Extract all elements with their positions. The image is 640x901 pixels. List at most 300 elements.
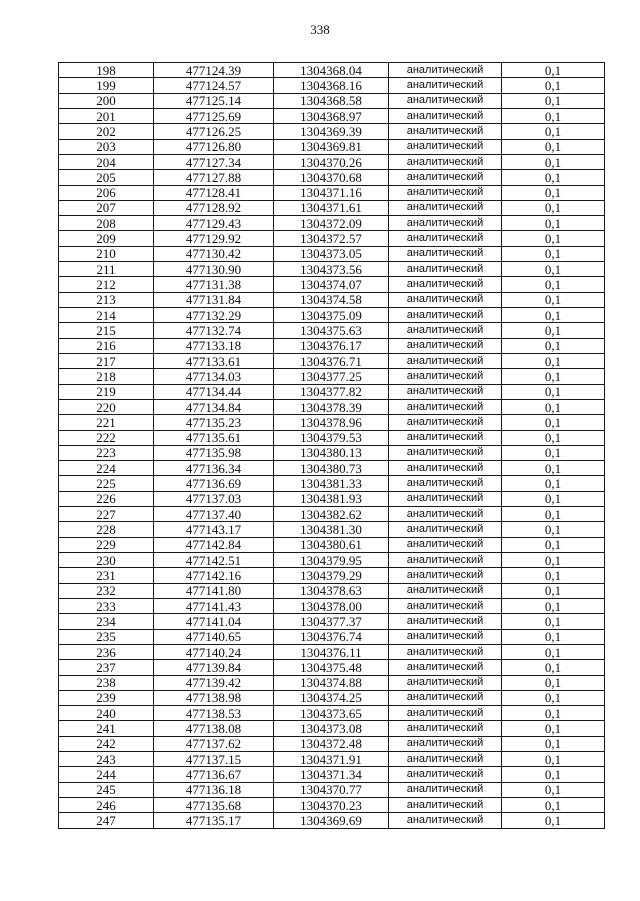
y-coordinate-cell: 1304369.69 xyxy=(274,813,389,828)
accuracy-cell: 0,1 xyxy=(502,308,605,323)
accuracy-cell: 0,1 xyxy=(502,537,605,552)
table-row xyxy=(59,736,605,751)
accuracy-cell: 0,1 xyxy=(502,782,605,797)
x-coordinate-cell: 477141.43 xyxy=(154,598,274,613)
point-number-cell: 224 xyxy=(59,461,154,476)
table-row xyxy=(59,491,605,506)
y-coordinate-cell: 1304379.29 xyxy=(274,568,389,583)
y-coordinate-cell: 1304368.16 xyxy=(274,78,389,93)
x-coordinate-cell: 477135.17 xyxy=(154,813,274,828)
x-coordinate-cell: 477142.16 xyxy=(154,568,274,583)
accuracy-cell: 0,1 xyxy=(502,139,605,154)
point-number-cell: 215 xyxy=(59,323,154,338)
table-row xyxy=(59,277,605,292)
table-row xyxy=(59,338,605,353)
point-number-cell: 225 xyxy=(59,476,154,491)
table-row xyxy=(59,231,605,246)
table-row xyxy=(59,154,605,169)
y-coordinate-cell: 1304374.58 xyxy=(274,292,389,307)
table-row xyxy=(59,63,605,78)
x-coordinate-cell: 477135.61 xyxy=(154,430,274,445)
accuracy-cell: 0,1 xyxy=(502,598,605,613)
accuracy-cell: 0,1 xyxy=(502,430,605,445)
point-number-cell: 205 xyxy=(59,170,154,185)
accuracy-cell: 0,1 xyxy=(502,507,605,522)
x-coordinate-cell: 477135.68 xyxy=(154,798,274,813)
x-coordinate-cell: 477143.17 xyxy=(154,522,274,537)
point-number-cell: 240 xyxy=(59,706,154,721)
method-cell: аналитический xyxy=(389,461,502,476)
method-cell: аналитический xyxy=(389,767,502,782)
x-coordinate-cell: 477130.90 xyxy=(154,262,274,277)
accuracy-cell: 0,1 xyxy=(502,614,605,629)
point-number-cell: 219 xyxy=(59,384,154,399)
method-cell: аналитический xyxy=(389,660,502,675)
y-coordinate-cell: 1304380.73 xyxy=(274,461,389,476)
y-coordinate-cell: 1304375.48 xyxy=(274,660,389,675)
y-coordinate-cell: 1304373.05 xyxy=(274,246,389,261)
point-number-cell: 216 xyxy=(59,338,154,353)
method-cell: аналитический xyxy=(389,292,502,307)
accuracy-cell: 0,1 xyxy=(502,216,605,231)
point-number-cell: 237 xyxy=(59,660,154,675)
y-coordinate-cell: 1304378.39 xyxy=(274,399,389,414)
point-number-cell: 213 xyxy=(59,292,154,307)
accuracy-cell: 0,1 xyxy=(502,323,605,338)
method-cell: аналитический xyxy=(389,537,502,552)
x-coordinate-cell: 477132.74 xyxy=(154,323,274,338)
point-number-cell: 230 xyxy=(59,553,154,568)
x-coordinate-cell: 477137.03 xyxy=(154,491,274,506)
point-number-cell: 208 xyxy=(59,216,154,231)
accuracy-cell: 0,1 xyxy=(502,63,605,78)
x-coordinate-cell: 477134.03 xyxy=(154,369,274,384)
x-coordinate-cell: 477127.88 xyxy=(154,170,274,185)
method-cell: аналитический xyxy=(389,353,502,368)
table-row xyxy=(59,476,605,491)
table-row xyxy=(59,262,605,277)
y-coordinate-cell: 1304378.63 xyxy=(274,583,389,598)
accuracy-cell: 0,1 xyxy=(502,721,605,736)
method-cell: аналитический xyxy=(389,813,502,828)
table-row xyxy=(59,522,605,537)
method-cell: аналитический xyxy=(389,644,502,659)
coordinates-table xyxy=(58,62,605,829)
table-row xyxy=(59,200,605,215)
table-row xyxy=(59,798,605,813)
table-row xyxy=(59,415,605,430)
accuracy-cell: 0,1 xyxy=(502,583,605,598)
method-cell: аналитический xyxy=(389,782,502,797)
method-cell: аналитический xyxy=(389,736,502,751)
y-coordinate-cell: 1304379.53 xyxy=(274,430,389,445)
point-number-cell: 220 xyxy=(59,399,154,414)
table-row xyxy=(59,706,605,721)
point-number-cell: 239 xyxy=(59,690,154,705)
x-coordinate-cell: 477128.92 xyxy=(154,200,274,215)
method-cell: аналитический xyxy=(389,246,502,261)
method-cell: аналитический xyxy=(389,430,502,445)
point-number-cell: 231 xyxy=(59,568,154,583)
y-coordinate-cell: 1304372.57 xyxy=(274,231,389,246)
y-coordinate-cell: 1304374.25 xyxy=(274,690,389,705)
table-row xyxy=(59,430,605,445)
point-number-cell: 234 xyxy=(59,614,154,629)
point-number-cell: 212 xyxy=(59,277,154,292)
table-row xyxy=(59,185,605,200)
accuracy-cell: 0,1 xyxy=(502,660,605,675)
y-coordinate-cell: 1304375.63 xyxy=(274,323,389,338)
x-coordinate-cell: 477139.84 xyxy=(154,660,274,675)
point-number-cell: 223 xyxy=(59,445,154,460)
method-cell: аналитический xyxy=(389,338,502,353)
accuracy-cell: 0,1 xyxy=(502,124,605,139)
accuracy-cell: 0,1 xyxy=(502,93,605,108)
table-row xyxy=(59,139,605,154)
x-coordinate-cell: 477129.43 xyxy=(154,216,274,231)
table-row xyxy=(59,308,605,323)
point-number-cell: 232 xyxy=(59,583,154,598)
accuracy-cell: 0,1 xyxy=(502,292,605,307)
accuracy-cell: 0,1 xyxy=(502,353,605,368)
method-cell: аналитический xyxy=(389,323,502,338)
accuracy-cell: 0,1 xyxy=(502,644,605,659)
point-number-cell: 209 xyxy=(59,231,154,246)
table-row xyxy=(59,644,605,659)
point-number-cell: 210 xyxy=(59,246,154,261)
y-coordinate-cell: 1304381.93 xyxy=(274,491,389,506)
table-row xyxy=(59,124,605,139)
x-coordinate-cell: 477134.84 xyxy=(154,399,274,414)
x-coordinate-cell: 477136.34 xyxy=(154,461,274,476)
table-row xyxy=(59,568,605,583)
point-number-cell: 233 xyxy=(59,598,154,613)
method-cell: аналитический xyxy=(389,277,502,292)
x-coordinate-cell: 477139.42 xyxy=(154,675,274,690)
accuracy-cell: 0,1 xyxy=(502,338,605,353)
y-coordinate-cell: 1304371.16 xyxy=(274,185,389,200)
method-cell: аналитический xyxy=(389,63,502,78)
accuracy-cell: 0,1 xyxy=(502,78,605,93)
table-row xyxy=(59,537,605,552)
accuracy-cell: 0,1 xyxy=(502,767,605,782)
table-row xyxy=(59,78,605,93)
accuracy-cell: 0,1 xyxy=(502,185,605,200)
y-coordinate-cell: 1304369.81 xyxy=(274,139,389,154)
table-row xyxy=(59,399,605,414)
x-coordinate-cell: 477138.53 xyxy=(154,706,274,721)
accuracy-cell: 0,1 xyxy=(502,415,605,430)
x-coordinate-cell: 477126.25 xyxy=(154,124,274,139)
accuracy-cell: 0,1 xyxy=(502,384,605,399)
method-cell: аналитический xyxy=(389,154,502,169)
y-coordinate-cell: 1304374.07 xyxy=(274,277,389,292)
table-row xyxy=(59,445,605,460)
method-cell: аналитический xyxy=(389,200,502,215)
accuracy-cell: 0,1 xyxy=(502,231,605,246)
table-row xyxy=(59,461,605,476)
table-row xyxy=(59,507,605,522)
y-coordinate-cell: 1304381.30 xyxy=(274,522,389,537)
accuracy-cell: 0,1 xyxy=(502,629,605,644)
point-number-cell: 206 xyxy=(59,185,154,200)
x-coordinate-cell: 477140.65 xyxy=(154,629,274,644)
y-coordinate-cell: 1304378.96 xyxy=(274,415,389,430)
accuracy-cell: 0,1 xyxy=(502,445,605,460)
point-number-cell: 241 xyxy=(59,721,154,736)
x-coordinate-cell: 477141.80 xyxy=(154,583,274,598)
point-number-cell: 200 xyxy=(59,93,154,108)
page-number: 338 xyxy=(310,22,330,37)
point-number-cell: 236 xyxy=(59,644,154,659)
method-cell: аналитический xyxy=(389,476,502,491)
x-coordinate-cell: 477137.15 xyxy=(154,752,274,767)
y-coordinate-cell: 1304381.33 xyxy=(274,476,389,491)
accuracy-cell: 0,1 xyxy=(502,262,605,277)
point-number-cell: 198 xyxy=(59,63,154,78)
x-coordinate-cell: 477132.29 xyxy=(154,308,274,323)
y-coordinate-cell: 1304371.61 xyxy=(274,200,389,215)
table-row xyxy=(59,767,605,782)
accuracy-cell: 0,1 xyxy=(502,461,605,476)
method-cell: аналитический xyxy=(389,216,502,231)
accuracy-cell: 0,1 xyxy=(502,813,605,828)
table-row xyxy=(59,553,605,568)
method-cell: аналитический xyxy=(389,752,502,767)
x-coordinate-cell: 477138.98 xyxy=(154,690,274,705)
x-coordinate-cell: 477131.38 xyxy=(154,277,274,292)
y-coordinate-cell: 1304370.26 xyxy=(274,154,389,169)
method-cell: аналитический xyxy=(389,629,502,644)
accuracy-cell: 0,1 xyxy=(502,154,605,169)
y-coordinate-cell: 1304376.74 xyxy=(274,629,389,644)
table-row xyxy=(59,170,605,185)
table-row xyxy=(59,369,605,384)
x-coordinate-cell: 477128.41 xyxy=(154,185,274,200)
point-number-cell: 246 xyxy=(59,798,154,813)
y-coordinate-cell: 1304370.23 xyxy=(274,798,389,813)
accuracy-cell: 0,1 xyxy=(502,553,605,568)
accuracy-cell: 0,1 xyxy=(502,399,605,414)
method-cell: аналитический xyxy=(389,522,502,537)
accuracy-cell: 0,1 xyxy=(502,369,605,384)
y-coordinate-cell: 1304377.82 xyxy=(274,384,389,399)
method-cell: аналитический xyxy=(389,553,502,568)
x-coordinate-cell: 477126.80 xyxy=(154,139,274,154)
x-coordinate-cell: 477135.98 xyxy=(154,445,274,460)
method-cell: аналитический xyxy=(389,93,502,108)
point-number-cell: 203 xyxy=(59,139,154,154)
method-cell: аналитический xyxy=(389,108,502,123)
point-number-cell: 226 xyxy=(59,491,154,506)
table-row xyxy=(59,598,605,613)
table-row xyxy=(59,93,605,108)
method-cell: аналитический xyxy=(389,124,502,139)
accuracy-cell: 0,1 xyxy=(502,170,605,185)
point-number-cell: 217 xyxy=(59,353,154,368)
x-coordinate-cell: 477136.18 xyxy=(154,782,274,797)
y-coordinate-cell: 1304377.25 xyxy=(274,369,389,384)
y-coordinate-cell: 1304376.11 xyxy=(274,644,389,659)
method-cell: аналитический xyxy=(389,415,502,430)
table-row xyxy=(59,246,605,261)
x-coordinate-cell: 477141.04 xyxy=(154,614,274,629)
point-number-cell: 218 xyxy=(59,369,154,384)
x-coordinate-cell: 477130.42 xyxy=(154,246,274,261)
y-coordinate-cell: 1304382.62 xyxy=(274,507,389,522)
x-coordinate-cell: 477127.34 xyxy=(154,154,274,169)
method-cell: аналитический xyxy=(389,78,502,93)
table-row xyxy=(59,813,605,828)
method-cell: аналитический xyxy=(389,583,502,598)
method-cell: аналитический xyxy=(389,614,502,629)
table-row xyxy=(59,675,605,690)
y-coordinate-cell: 1304369.39 xyxy=(274,124,389,139)
x-coordinate-cell: 477142.84 xyxy=(154,537,274,552)
point-number-cell: 211 xyxy=(59,262,154,277)
table-row xyxy=(59,108,605,123)
y-coordinate-cell: 1304372.09 xyxy=(274,216,389,231)
method-cell: аналитический xyxy=(389,445,502,460)
y-coordinate-cell: 1304370.68 xyxy=(274,170,389,185)
method-cell: аналитический xyxy=(389,399,502,414)
y-coordinate-cell: 1304370.77 xyxy=(274,782,389,797)
x-coordinate-cell: 477134.44 xyxy=(154,384,274,399)
y-coordinate-cell: 1304378.00 xyxy=(274,598,389,613)
accuracy-cell: 0,1 xyxy=(502,736,605,751)
point-number-cell: 229 xyxy=(59,537,154,552)
accuracy-cell: 0,1 xyxy=(502,706,605,721)
x-coordinate-cell: 477125.14 xyxy=(154,93,274,108)
y-coordinate-cell: 1304368.97 xyxy=(274,108,389,123)
x-coordinate-cell: 477129.92 xyxy=(154,231,274,246)
y-coordinate-cell: 1304375.09 xyxy=(274,308,389,323)
method-cell: аналитический xyxy=(389,170,502,185)
x-coordinate-cell: 477133.61 xyxy=(154,353,274,368)
table-row xyxy=(59,660,605,675)
method-cell: аналитический xyxy=(389,491,502,506)
point-number-cell: 244 xyxy=(59,767,154,782)
x-coordinate-cell: 477124.57 xyxy=(154,78,274,93)
method-cell: аналитический xyxy=(389,262,502,277)
accuracy-cell: 0,1 xyxy=(502,675,605,690)
accuracy-cell: 0,1 xyxy=(502,108,605,123)
method-cell: аналитический xyxy=(389,568,502,583)
y-coordinate-cell: 1304373.08 xyxy=(274,721,389,736)
point-number-cell: 245 xyxy=(59,782,154,797)
method-cell: аналитический xyxy=(389,798,502,813)
y-coordinate-cell: 1304371.34 xyxy=(274,767,389,782)
method-cell: аналитический xyxy=(389,185,502,200)
point-number-cell: 238 xyxy=(59,675,154,690)
table-row xyxy=(59,292,605,307)
x-coordinate-cell: 477124.39 xyxy=(154,63,274,78)
point-number-cell: 207 xyxy=(59,200,154,215)
method-cell: аналитический xyxy=(389,308,502,323)
method-cell: аналитический xyxy=(389,675,502,690)
point-number-cell: 227 xyxy=(59,507,154,522)
x-coordinate-cell: 477135.23 xyxy=(154,415,274,430)
table-row xyxy=(59,353,605,368)
method-cell: аналитический xyxy=(389,369,502,384)
method-cell: аналитический xyxy=(389,139,502,154)
table-row xyxy=(59,384,605,399)
x-coordinate-cell: 477140.24 xyxy=(154,644,274,659)
point-number-cell: 222 xyxy=(59,430,154,445)
point-number-cell: 214 xyxy=(59,308,154,323)
method-cell: аналитический xyxy=(389,598,502,613)
x-coordinate-cell: 477142.51 xyxy=(154,553,274,568)
point-number-cell: 204 xyxy=(59,154,154,169)
x-coordinate-cell: 477137.40 xyxy=(154,507,274,522)
table-row xyxy=(59,690,605,705)
point-number-cell: 247 xyxy=(59,813,154,828)
table-row xyxy=(59,629,605,644)
accuracy-cell: 0,1 xyxy=(502,522,605,537)
point-number-cell: 243 xyxy=(59,752,154,767)
accuracy-cell: 0,1 xyxy=(502,277,605,292)
x-coordinate-cell: 477136.69 xyxy=(154,476,274,491)
accuracy-cell: 0,1 xyxy=(502,491,605,506)
point-number-cell: 202 xyxy=(59,124,154,139)
y-coordinate-cell: 1304373.56 xyxy=(274,262,389,277)
y-coordinate-cell: 1304380.13 xyxy=(274,445,389,460)
table-row xyxy=(59,721,605,736)
point-number-cell: 201 xyxy=(59,108,154,123)
x-coordinate-cell: 477136.67 xyxy=(154,767,274,782)
y-coordinate-cell: 1304368.04 xyxy=(274,63,389,78)
table-row xyxy=(59,323,605,338)
y-coordinate-cell: 1304372.48 xyxy=(274,736,389,751)
x-coordinate-cell: 477133.18 xyxy=(154,338,274,353)
y-coordinate-cell: 1304376.17 xyxy=(274,338,389,353)
x-coordinate-cell: 477125.69 xyxy=(154,108,274,123)
accuracy-cell: 0,1 xyxy=(502,246,605,261)
point-number-cell: 242 xyxy=(59,736,154,751)
y-coordinate-cell: 1304380.61 xyxy=(274,537,389,552)
table-row xyxy=(59,614,605,629)
x-coordinate-cell: 477131.84 xyxy=(154,292,274,307)
x-coordinate-cell: 477137.62 xyxy=(154,736,274,751)
method-cell: аналитический xyxy=(389,231,502,246)
y-coordinate-cell: 1304376.71 xyxy=(274,353,389,368)
y-coordinate-cell: 1304371.91 xyxy=(274,752,389,767)
accuracy-cell: 0,1 xyxy=(502,568,605,583)
y-coordinate-cell: 1304373.65 xyxy=(274,706,389,721)
accuracy-cell: 0,1 xyxy=(502,476,605,491)
method-cell: аналитический xyxy=(389,706,502,721)
y-coordinate-cell: 1304379.95 xyxy=(274,553,389,568)
table-row xyxy=(59,583,605,598)
y-coordinate-cell: 1304374.88 xyxy=(274,675,389,690)
accuracy-cell: 0,1 xyxy=(502,798,605,813)
method-cell: аналитический xyxy=(389,721,502,736)
point-number-cell: 228 xyxy=(59,522,154,537)
table-row xyxy=(59,216,605,231)
accuracy-cell: 0,1 xyxy=(502,690,605,705)
x-coordinate-cell: 477138.08 xyxy=(154,721,274,736)
method-cell: аналитический xyxy=(389,384,502,399)
method-cell: аналитический xyxy=(389,507,502,522)
point-number-cell: 199 xyxy=(59,78,154,93)
accuracy-cell: 0,1 xyxy=(502,752,605,767)
accuracy-cell: 0,1 xyxy=(502,200,605,215)
y-coordinate-cell: 1304368.58 xyxy=(274,93,389,108)
method-cell: аналитический xyxy=(389,690,502,705)
y-coordinate-cell: 1304377.37 xyxy=(274,614,389,629)
coordinates-table-body xyxy=(59,63,605,829)
point-number-cell: 235 xyxy=(59,629,154,644)
